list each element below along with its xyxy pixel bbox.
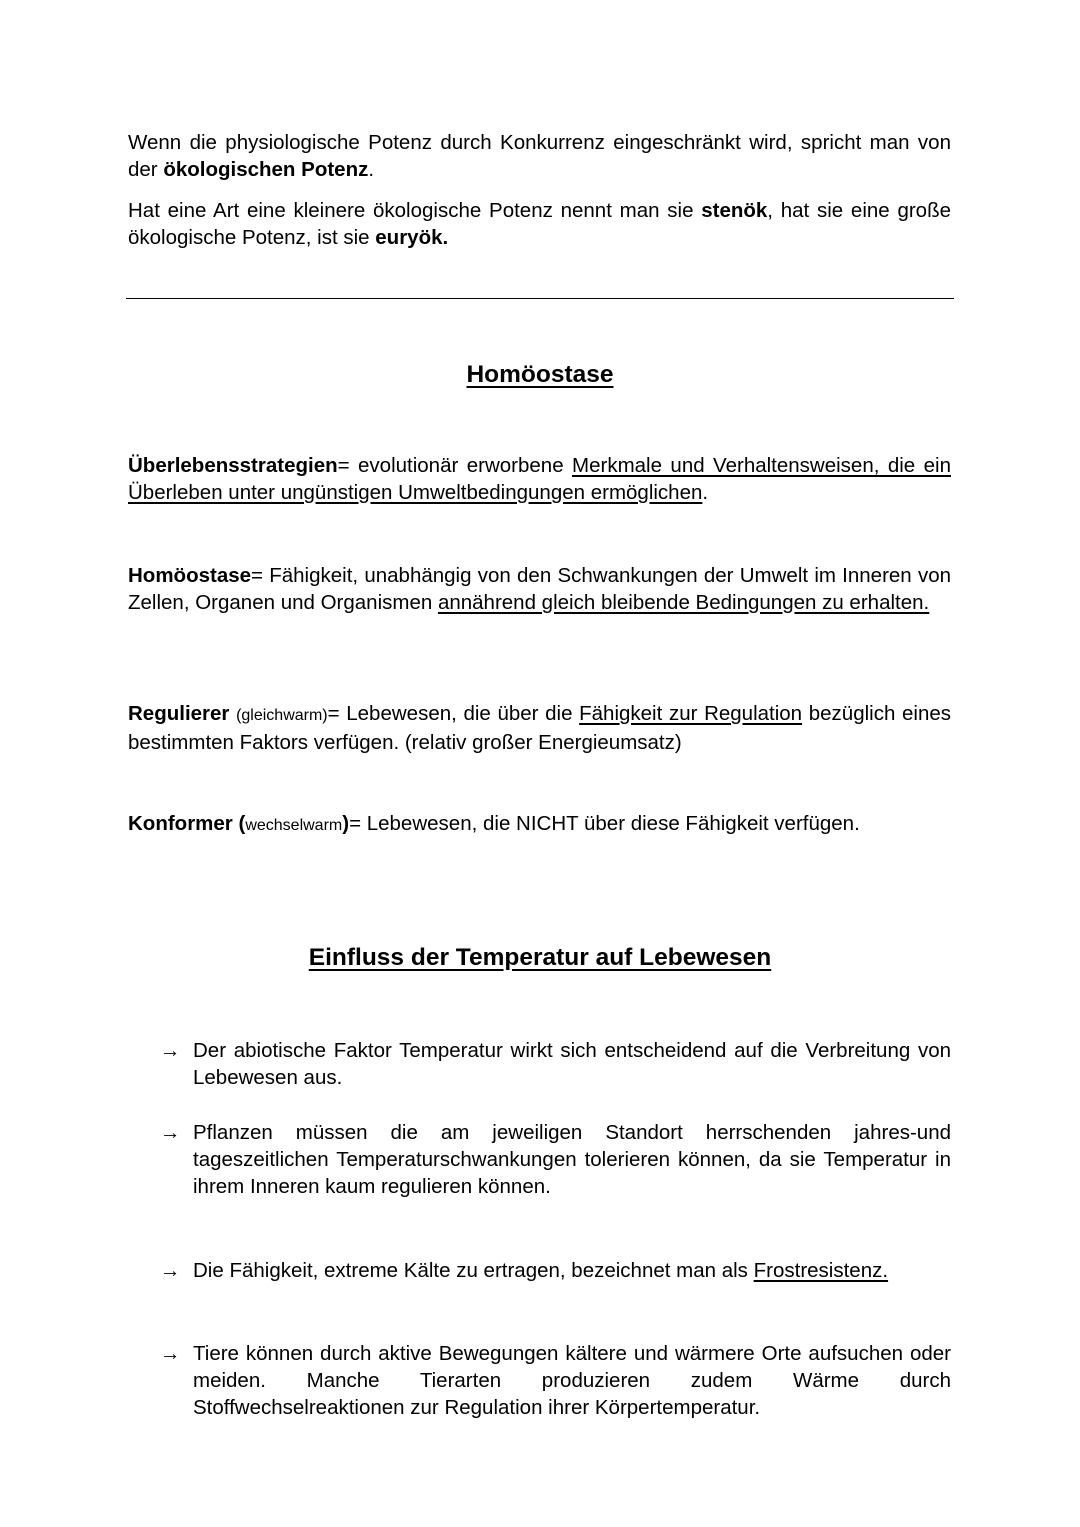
bold-term: stenök xyxy=(701,199,768,222)
underlined-text: Fähigkeit zur Regulation xyxy=(579,702,803,725)
horizontal-divider xyxy=(126,298,954,299)
underlined-text: annährend gleich bleibende Bedingungen zu erhalten. xyxy=(437,591,930,614)
arrow-right-icon: → xyxy=(160,1039,181,1062)
list-item xyxy=(160,1037,951,1091)
underlined-text: Merkmale und Verhaltensweisen, die ein Überleben unter ungünstigen Umweltbedingungen ermöglichen xyxy=(128,454,951,504)
definition-ueberlebensstrategien xyxy=(128,452,951,506)
text: = evolutionär erworbene xyxy=(337,454,573,477)
definition-regulierer xyxy=(128,700,951,756)
text: Wenn die physiologische Potenz durch Konkurrenz eingeschränkt wird, spricht man von der xyxy=(128,131,951,181)
term: Regulierer xyxy=(128,702,230,725)
bold-term: euryök. xyxy=(375,226,449,249)
heading-homoeostase: Homöostase xyxy=(466,361,614,388)
heading-einfluss-temperatur: Einfluss der Temperatur auf Lebewesen xyxy=(308,944,772,971)
intro-paragraph-1 xyxy=(128,129,951,183)
bullet-text: Pflanzen müssen die am jeweiligen Standort herrschenden jahres-und tageszeitlichen Temperaturschwankungen tolerieren können, da sie Temperatur in ihrem Inneren kaum regulieren können. xyxy=(193,1121,951,1198)
arrow-right-icon: → xyxy=(160,1342,181,1365)
term: Überlebensstrategien xyxy=(128,454,338,477)
arrow-right-icon: → xyxy=(160,1121,181,1144)
bold-term: ökologischen Potenz xyxy=(163,158,369,181)
text: = Lebewesen, die über die xyxy=(327,702,580,725)
definition-konformer xyxy=(128,810,951,839)
text: . xyxy=(702,481,709,504)
list-item xyxy=(160,1119,951,1200)
arrow-right-icon: → xyxy=(160,1259,181,1282)
note: wechselwarm xyxy=(245,817,343,834)
term: Konformer ( xyxy=(128,812,246,835)
term: ) xyxy=(342,812,350,835)
text: . xyxy=(368,158,375,181)
list-item xyxy=(160,1257,951,1284)
note: (gleichwarm) xyxy=(236,707,328,724)
text: bezüglich eines bestimmten Faktors verfügen. (relativ großer Energieumsatz) xyxy=(128,702,951,754)
bullet-text: Tiere können durch aktive Bewegungen kältere und wärmere Orte aufsuchen oder meiden. Manche Tierarten produzieren zudem Wärme durch Stoffwechselreaktionen zur Regulation ihrer Körpertemperatur. xyxy=(193,1342,951,1419)
bullet-text: Der abiotische Faktor Temperatur wirkt sich entscheidend auf die Verbreitung von Lebewesen aus. xyxy=(193,1039,951,1089)
bullet-text xyxy=(193,1257,951,1284)
text: = Lebewesen, die NICHT über diese Fähigkeit verfügen. xyxy=(349,812,860,835)
text: = Fähigkeit, unabhängig von den Schwankungen der Umwelt im Inneren von Zellen, Organen und Organismen xyxy=(128,564,951,614)
definition-homoeostase xyxy=(128,562,951,616)
text: Hat eine Art eine kleinere ökologische Potenz nennt man sie xyxy=(128,199,702,222)
term: Homöostase xyxy=(128,564,252,587)
text: , hat sie eine große ökologische Potenz, ist sie xyxy=(128,199,951,249)
list-item xyxy=(160,1340,951,1421)
text: Die Fähigkeit, extreme Kälte zu ertragen, bezeichnet man als xyxy=(193,1259,754,1282)
intro-paragraph-2 xyxy=(128,197,951,251)
underlined-text: Frostresistenz. xyxy=(753,1259,889,1282)
